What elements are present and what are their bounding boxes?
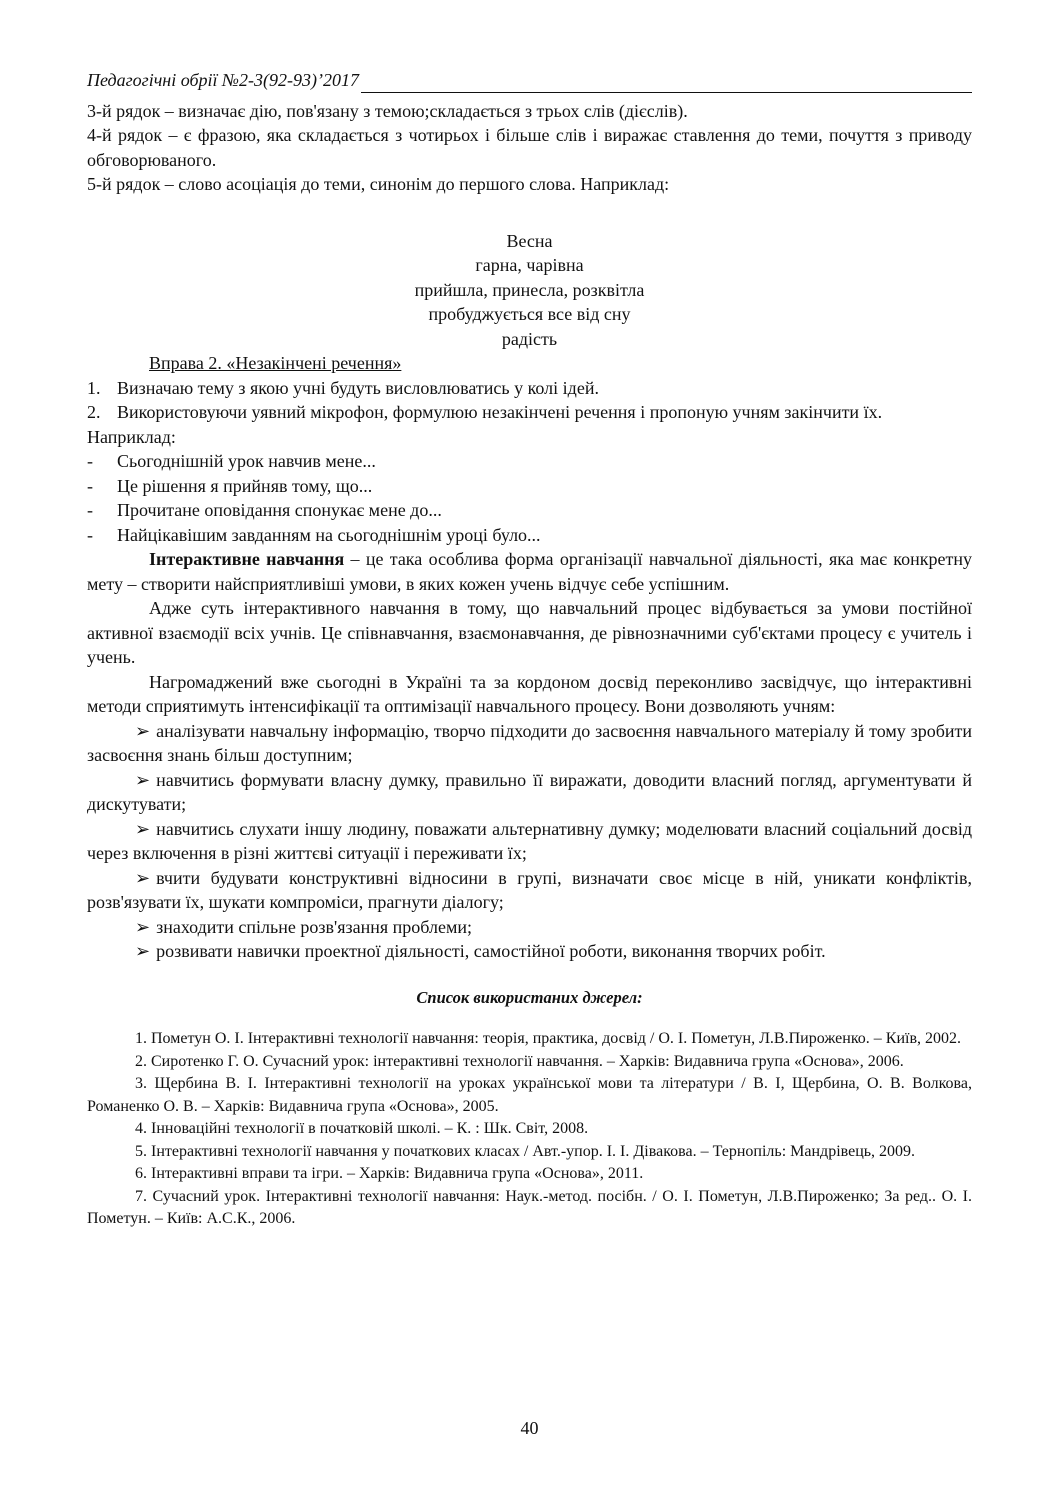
cinquain-poem xyxy=(87,229,972,352)
reference-item: 6. Інтерактивні вправи та ігри. – Харків: Видавнича група «Основа», 2011. xyxy=(135,1165,644,1182)
step-item xyxy=(87,376,972,401)
dash-item: - Це рішення я прийняв тому, що... xyxy=(87,475,373,496)
intro-line: 3-й рядок – визначає дію, пов'язану з темою;складається з трьох слів (дієслів). xyxy=(87,100,688,121)
dash-item: - Прочитане оповідання спонукає мене до... xyxy=(87,500,442,520)
page-number: 40 xyxy=(520,1418,539,1438)
page-content xyxy=(87,68,972,1231)
dash-item: - Найцікавішим завданням на сьогоднішнім уроці було... xyxy=(87,524,541,545)
intro-line: 5-й рядок – слово асоціація до теми, синонім до першого слова. Наприклад: xyxy=(87,174,670,194)
paragraph-experience: Нагромаджений вже сьогодні в Україні та за кордоном досвід переконливо засвідчує, що інтерактивні методи сприятимуть інтенсифікації та оптимізації навчального процесу. Вони дозволяють учням: xyxy=(87,671,972,716)
arrow-bullet-icon: ➢ xyxy=(135,769,151,790)
paragraph-essence: Адже суть інтерактивного навчання в тому, що навчальний процес відбувається за умови постійної активної взаємодії всіх учнів. Це співнавчання, взаємонавчання, де рівнозначними суб'єктами процесу є учитель і учень. xyxy=(87,598,972,667)
exercise-title: Вправа 2. «Незакінчені речення» xyxy=(149,353,402,373)
dash-item: - Сьогоднішній урок навчив мене... xyxy=(87,451,376,471)
poem-line: Весна xyxy=(506,230,553,251)
references-title: Список використаних джерел: xyxy=(416,987,643,1007)
step-number: 1. xyxy=(87,377,101,398)
bullet-item: ➢ аналізувати навчальну інформацію, творчо підходити до засвоєння навчального матеріалу й тому зробити засвоєння знань більш доступним; xyxy=(87,720,972,765)
reference-item: 1. Пометун О. І. Інтерактивні технології навчання: теорія, практика, досвід / О. І. Пометун, Л.В.Пироженко. – Київ, 2002. xyxy=(135,1030,962,1047)
term-bold: Інтерактивне навчання xyxy=(149,549,345,569)
step-number: 2. xyxy=(87,402,101,422)
bullet-item: ➢ навчитись формувати власну думку, правильно її виражати, доводити власний погляд, аргументувати й дискутувати; xyxy=(87,769,972,814)
poem-line: прийшла, принесла, розквітла xyxy=(414,279,645,300)
bullet-item: ➢ навчитись слухати іншу людину, поважати альтернативну думку; моделювати власний соціальний досвід через включення в різні життєві ситуації і переживати їх; xyxy=(87,818,972,863)
intro-line: 4-й рядок – є фразою, яка складається з чотирьох і більше слів і виражає ставлення до теми, почуття з приводу обговорюваного. xyxy=(87,125,972,170)
bullet-item: ➢ розвивати навички проектної діяльності, самостійної роботи, виконання творчих робіт. xyxy=(87,939,972,964)
bullet-item: ➢ знаходити спільне розв'язання проблеми; xyxy=(87,915,972,940)
running-header xyxy=(87,68,972,93)
poem-line: гарна, чарівна xyxy=(475,255,584,275)
poem-line: радість xyxy=(501,328,558,349)
arrow-bullet-icon: ➢ xyxy=(135,867,151,888)
journal-title: Педагогічні обрії №2-3(92-93)’2017 xyxy=(87,70,359,90)
poem-line: пробуджується все від сну xyxy=(428,304,631,324)
reference-item: 4. Інноваційні технології в початковій школі. – К. : Шк. Світ, 2008. xyxy=(135,1120,589,1137)
reference-item: 5. Інтерактивні технології навчання у початкових класах / Авт.-упор. І. І. Дівакова. – Тернопіль: Мандрівець, 2009. xyxy=(135,1142,916,1160)
reference-item: 7. Сучасний урок. Інтерактивні технології навчання: Наук.-метод. посібн. / О. І. Пометун, Л.В.Пироженко; За ред.. О. І. Пометун. – Київ: А.С.К., 2006. xyxy=(87,1187,972,1227)
reference-item: 2. Сиротенко Г. О. Сучасний урок: інтерактивні технології навчання. – Харків: Видавнича група «Основа», 2006. xyxy=(135,1052,904,1070)
references-list xyxy=(87,1028,972,1231)
bullet-item: ➢ вчити будувати конструктивні відносини в групі, визначати своє місце в ній, уникати конфліктів, розв'язувати їх, шукати компроміси, прагнути діалогу; xyxy=(87,867,972,912)
arrow-bullet-icon: ➢ xyxy=(135,941,151,961)
example-label: Наприклад: xyxy=(87,426,176,447)
step-text: Визначаю тему з якою учні будуть висловлюватись у колі ідей. xyxy=(117,377,599,398)
header-rule xyxy=(361,74,972,93)
step-text: 2. Використовуючи уявний мікрофон, формулюю незакінчені речення і пропоную учням закінчити їх. xyxy=(87,400,972,425)
reference-item: 3. Щербина В. І. Інтерактивні технології на уроках української мови та літератури / В. І, Щербина, О. В. Волкова, Романенко О. В. – Харків: Видавнича група «Основа», 2005. xyxy=(87,1075,972,1115)
step-item xyxy=(87,400,972,425)
arrow-bullet-icon: ➢ xyxy=(135,916,151,937)
arrow-bullet-icon: ➢ xyxy=(135,818,151,839)
arrow-bullet-icon: ➢ xyxy=(135,720,151,741)
paragraph-interactive-learning: Інтерактивне навчання – це така особлива форма організації навчальної діяльності, яка має конкретну мету – створити найсприятливіші умови, в яких кожен учень відчує себе успішним. xyxy=(87,549,972,594)
